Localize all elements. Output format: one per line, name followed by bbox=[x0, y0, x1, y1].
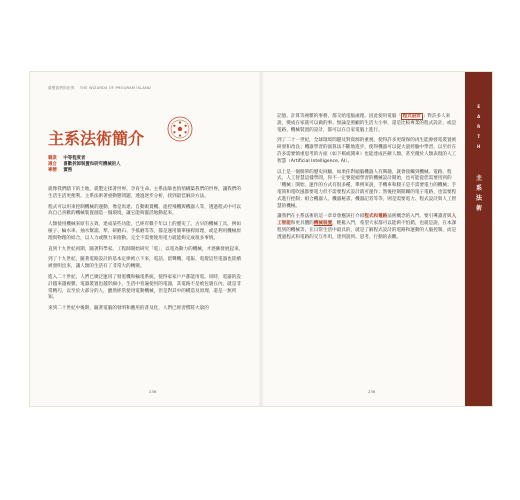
meta-value: 實務 bbox=[63, 168, 73, 173]
text-run: 記憶、計算等複雜的事務，都交給電腦處理。因此使用電腦「 bbox=[277, 114, 402, 119]
body-paragraph: 到了十九世紀，隨著電路設計的基本定律被立下來，電話、留聲機、電報、電燈這些電器也陸續被發明出來，讓人類的生活有了非常大的轉變。 bbox=[48, 257, 241, 270]
meta-label: 專精 bbox=[48, 168, 57, 173]
highlighted-term: 人工智能 bbox=[277, 214, 457, 227]
body-paragraph: 就像我們踏下的土地，就製定揉著世界、孕育生命。主系法師也悄悄構築我們的世界，讓我們的生活生活更便利。主系法術著重動態問題，透過逐步分析，找到最佳解決方法。 bbox=[48, 187, 241, 199]
text-run: 到了二十一世紀，全球環境問題及對資源的重視，使得許多更環保的再生能源發電裝置被研發和改良；機器學習的演算法不斷地進步，使得機器可以從大量經驗中學習，以至於在許多需要慎重思考的方面（如下棋或開車）也能達成匹敵人類、甚至優於人類表現的人工智慧（Artificial Intelligence, AI）。 bbox=[277, 138, 457, 164]
body-paragraph bbox=[277, 138, 459, 165]
tab-letter: A bbox=[477, 114, 481, 119]
tab-letter: H bbox=[477, 144, 481, 149]
right-page bbox=[261, 72, 492, 406]
tab-letters bbox=[472, 102, 486, 152]
body-paragraph bbox=[277, 170, 459, 211]
tab-letter: T bbox=[477, 134, 481, 139]
body-paragraph: 進入二十世紀，人們已廣泛運用了發電機和輸電系統，使得家家戶戶都能用電。同時，電器的設計越來越複雜，電器裝置也越形細小，生活中普遍使用的電器，其電路不是被包裹在內，就是非常精巧，以至於大部分的人，雖然經常使用電動機械，但是對其中的構造及原理，還是一無所知。 bbox=[48, 274, 241, 301]
body-paragraph bbox=[277, 214, 459, 241]
highlighted-term: 程式和電路 bbox=[364, 214, 388, 220]
chapter-thumb-tab bbox=[465, 72, 492, 406]
text-run: 」對許多人來說，變成在家就可以做的事。無論是照顧的生活大小事，還是比較專業的程式設計，或是電路、機械裝置的設計，都可以在自家電腦上進行。 bbox=[277, 114, 457, 133]
body-paragraph bbox=[277, 114, 459, 134]
body-paragraph: 來到二十世紀中後期，隨著電腦的發明和應用的普及化，人們已經習慣將大量的 bbox=[48, 306, 209, 312]
running-head-en: THE WIZARDS OF PROGRAM ISLAND bbox=[79, 86, 151, 90]
chapter-meta bbox=[48, 156, 121, 174]
tab-zh-char: 法 bbox=[475, 195, 482, 202]
meta-row bbox=[48, 168, 121, 174]
running-head-zh: 重塑我們的世界 bbox=[48, 86, 75, 90]
text-run: 以上是一個簡單的歷史回顧，如果你對頭腦機器人有興趣，就會接觸到機械、電路、程式、人工智慧這樣學問，你不一定要從頭學習的機械設計開始，也可能從您需要用到的「機械」開始，運作的方式有很多種，舉例來說，手機車和腿子是不需要電力的機械；手電筒和電吹風都要電力但不需要程式設計就可運作；然後控制開關的電子電路，也需要程式進行控制；組合機器人、機器秘書、機器記者等等，則是需要電力、程式設計與人工智慧的機械。 bbox=[277, 169, 457, 209]
tab-zh-char: 系 bbox=[475, 185, 482, 192]
left-body-text bbox=[48, 187, 244, 317]
tab-letter: R bbox=[477, 124, 481, 129]
body-paragraph: 人類使用機械來原有五效，達成某些功能，已經有數千年以上的歷史了。古早的機械工具，例如槓子、輪水車、抽水幫浦、犁、研磨石、手搖磨等等，都是運用簡單槓桿原理，或是利用機械原理與物理的結合，以人力或獸力來推動。完全不需要使用電力就能夠完成很多事情。 bbox=[48, 222, 241, 241]
meta-label: 適合 bbox=[48, 162, 57, 167]
highlighted-term: 機械裝置 bbox=[313, 221, 333, 227]
tab-zh-char: 術 bbox=[475, 205, 482, 212]
left-page bbox=[30, 72, 261, 406]
page-number: 236 bbox=[149, 389, 157, 394]
page-number: 236 bbox=[368, 389, 376, 394]
tab-letter: E bbox=[477, 104, 481, 109]
text-run: 法術概念的入門。要引導讀者與 bbox=[387, 214, 452, 220]
running-head bbox=[48, 86, 151, 91]
highlighted-term: 程式設計 bbox=[402, 114, 422, 119]
tab-chapter-name bbox=[472, 174, 486, 214]
text-run: 和更具體的 bbox=[290, 221, 314, 227]
body-paragraph: 直到十九世紀初期，隨著科學家、工程師開始研究「電」，以電為動力的機械，才逐漸發展起來。 bbox=[48, 246, 244, 252]
chapter-title: 主系法術簡介 bbox=[48, 129, 145, 148]
meta-value: 喜歡拆卸裝置和研究機械的人 bbox=[63, 162, 121, 167]
book-spread bbox=[30, 72, 492, 406]
meta-label: 職業 bbox=[48, 156, 57, 161]
right-body-text bbox=[277, 114, 459, 246]
spell-circle-icon bbox=[167, 116, 193, 142]
text-run: 讓我們在主系法術的這一章章會應該打介紹 bbox=[277, 214, 365, 220]
text-run: ，輕鬆入門，希望大家都可以能夠不怕錯，也就是說，在本課程到的機械等，在日常生活中最具的，就是了解程式設計的電路和運動的人腦控制，而是透過程式和電路的交互作用，達到說到、思考、行動的表觀。 bbox=[277, 221, 457, 240]
body-paragraph: 程式可以用來控制機械的運動，像是馬達、自動販賣機、遙控飛機與機器人等，透過程式中可以為自己喜歡的機械裝置創造一個環境，讓它能夠靈活地動起來。 bbox=[48, 204, 241, 217]
tab-zh-char: 主 bbox=[475, 175, 482, 182]
meta-value: 中等程度者 bbox=[63, 156, 86, 161]
